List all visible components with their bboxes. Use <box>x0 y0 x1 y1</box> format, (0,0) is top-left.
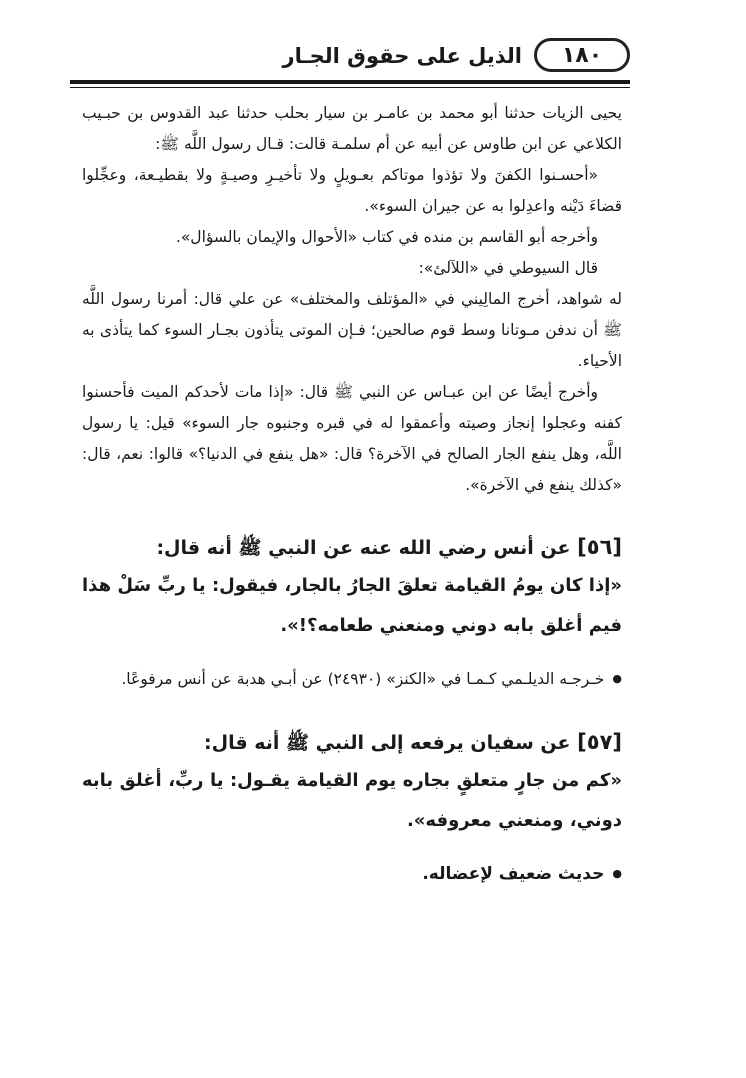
hadith-57-text: «كم من جارٍ متعلقٍ بجاره يوم القيامة يقـول: يا ربِّ، أغلق بابه دوني، ومنعني معروفه». <box>82 770 622 831</box>
paragraph-ibn-abbas: وأخرج أيضًا عن ابن عبـاس عن النبي ﷺ قال: «إذا مات لأحدكم الميت فأحسنوا كفنه وعجلوا إنجاز وصيته وأعمقوا له في قبره وجنبوه جار السوء» قيل: يا رسول اللَّه، وهل ينفع الجار الصالح في الآخرة؟ قال: «هل ينفع في الدنيا؟» قالوا: نعم، قال: «كذلك ينفع في الآخرة». <box>82 383 622 494</box>
hadith-57-heading-text: عن سفيان يرفعه إلى النبي ﷺ أنه قال: <box>203 732 571 754</box>
hadith-56-number: [٥٦] <box>577 535 622 559</box>
header-rule <box>70 80 630 84</box>
page-header <box>70 36 630 82</box>
hadith-57-number: [٥٧] <box>577 730 622 754</box>
page-body <box>82 98 622 891</box>
hadith-56-takhrij <box>82 664 622 696</box>
hadith-56-heading <box>82 529 622 566</box>
paragraph-isnad: يحيى الزيات حدثنا أبو محمد بن عامـر بن سيار بحلب حدثنا عبد القدوس بن حبـيب الكلاعي عن ابن طاوس عن أبيه عن أم سلمـة قالت: قـال رسول اللَّه ﷺ: <box>82 104 622 153</box>
hadith-56-text: «إذا كان يومُ القيامة تعلقَ الجارُ بالجار، فيقول: يا ربِّ سَلْ هذا فيم أغلق بابه دوني ومنعني طعامه؟!». <box>82 575 622 636</box>
hadith-57-grade <box>82 859 622 891</box>
paragraph-hadith-quote: «أحسـنوا الكفنَ ولا تؤذوا موتاكم بعـويلٍ ولا تأخيـرِ وصيـةٍ ولا بقطيـعة، وعجِّلوا قضاءَ دَيْنه واعدِلوا به عن جيران السوء». <box>82 166 622 215</box>
paragraph-shawahid: له شواهد، أخرج المالِيني في «المؤتلف والمختلف» عن علي قال: أمرنا رسول اللَّه ﷺ أن ندفن مـوتانا وسط قوم صالحين؛ فـإن الموتى يتأذون بجـار السوء كما يتأذى به الأحياء. <box>82 290 622 370</box>
page-number: ١٨٠ <box>534 38 630 72</box>
hadith-56-heading-text: عن أنس رضي الله عنه عن النبي ﷺ أنه قال: <box>156 537 571 559</box>
hadith-57-heading <box>82 724 622 761</box>
hadith-56-takhrij-text: خـرجـه الديلـمي كـمـا في «الكنز» (٢٤٩٣٠) عن أبـي هدبة عن أنس مرفوعًا. <box>121 670 605 688</box>
hadith-57-grade-text: حديث ضعيف لإعضاله. <box>422 864 605 884</box>
running-title: الذيل على حقوق الجـار <box>282 44 522 68</box>
header-rule-thin <box>70 87 630 88</box>
paragraph-ibn-mandah: وأخرجه أبو القاسم بن منده في كتاب «الأحوال والإيمان بالسؤال». <box>175 228 598 246</box>
paragraph-suyuti: قال السيوطي في «اللآلئ»: <box>418 259 598 277</box>
